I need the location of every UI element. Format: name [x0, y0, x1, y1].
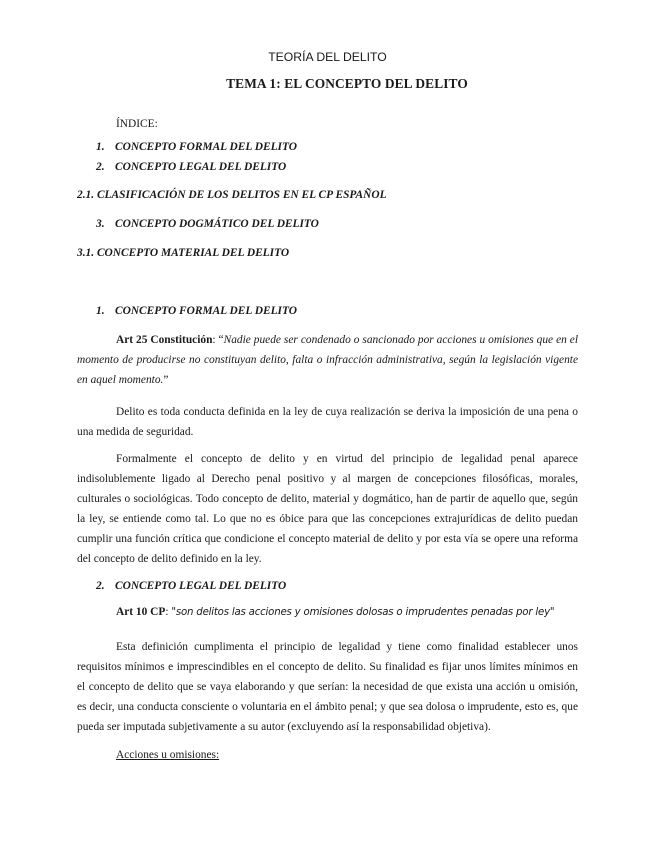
subheading-acciones: Acciones u omisiones:	[116, 749, 220, 761]
quote-separator: : “	[212, 334, 224, 346]
index-item-text: CONCEPTO FORMAL DEL DELITO	[115, 141, 297, 153]
index-item-text: CONCEPTO MATERIAL DEL DELITO	[96, 247, 290, 259]
index-item-number: 2.	[96, 161, 105, 173]
course-title: TEORÍA DEL DELITO	[268, 50, 387, 64]
index-item-number: 2.1.	[77, 189, 95, 201]
quote-separator: :	[165, 606, 172, 618]
index-item-1	[96, 141, 297, 153]
section-2-heading	[96, 580, 286, 592]
index-item-3-1	[77, 247, 289, 259]
quote-close: ”	[163, 374, 169, 386]
paragraph-formal-concept: Formalmente el concepto de delito y en virtud del principio de legalidad penal aparece indisolublemente ligado al Derecho penal positivo y al margen de concepciones filosóficas, morales, culturales o sociológicas. Todo concepto de delito, material y dogmático, han de partir de aquello que, según la ley, se entiende como tal. Lo que no es óbice para que las concepciones extrajurídicas de delito puedan cumplir una función crítica que condicione el concepto material de delito y por esta vía se opere una reforma del concepto de delito definido en la ley.	[77, 453, 578, 565]
section-number: 1.	[96, 305, 105, 317]
penal-code-quote	[116, 606, 554, 618]
section-title: CONCEPTO FORMAL DEL DELITO	[115, 305, 297, 317]
article-reference: Art 10 CP	[116, 606, 166, 618]
index-item-2-1	[77, 189, 387, 201]
constitution-quote	[77, 330, 578, 390]
paragraph-legal-concept: Esta definición cumplimenta el principio de legalidad y tiene como finalidad establecer unos requisitos mínimos e imprescindibles en el concepto de delito. Su finalidad es fijar unos límites mínimos en el concepto de delito que se vaya elaborando y que serían: la necesidad de que exista una acción u omisión, es decir, una conducta consciente o voluntaria en el ámbito penal; y que sea dolosa o imprudente, esto es, que pueda ser imputada subjetivamente a su autor (excluyendo así la responsabilidad objetiva).	[77, 641, 578, 733]
index-item-text: CLASIFICACIÓN DE LOS DELITOS EN EL CP ESPAÑOL	[96, 189, 387, 201]
index-item-text: CONCEPTO LEGAL DEL DELITO	[115, 161, 287, 173]
index-item-number: 3.	[96, 218, 105, 230]
quote-text: Nadie puede ser condenado o sancionado por acciones u omisiones que en el momento de producirse no constituyan delito, falta o infracción administrativa, según la legislación vigente en aquel momento.	[77, 334, 579, 386]
index-item-3	[96, 218, 319, 230]
section-title: CONCEPTO LEGAL DEL DELITO	[115, 580, 287, 592]
paragraph-definition: Delito es toda conducta definida en la ley de cuya realización se deriva la imposición de una pena o una medida de seguridad.	[77, 406, 578, 438]
quote-text: "son delitos las acciones y omisiones dolosas o imprudentes penadas por ley"	[171, 607, 555, 618]
index-item-text: CONCEPTO DOGMÁTICO DEL DELITO	[115, 218, 319, 230]
article-reference: Art 25 Constitución	[116, 334, 213, 346]
page-title: TEMA 1: EL CONCEPTO DEL DELITO	[226, 76, 468, 91]
index-item-2	[96, 161, 286, 173]
section-number: 2.	[96, 580, 105, 592]
index-item-number: 3.1.	[77, 247, 95, 259]
section-1-heading	[96, 305, 297, 317]
index-label: ÍNDICE:	[116, 118, 158, 130]
index-item-number: 1.	[96, 141, 105, 153]
